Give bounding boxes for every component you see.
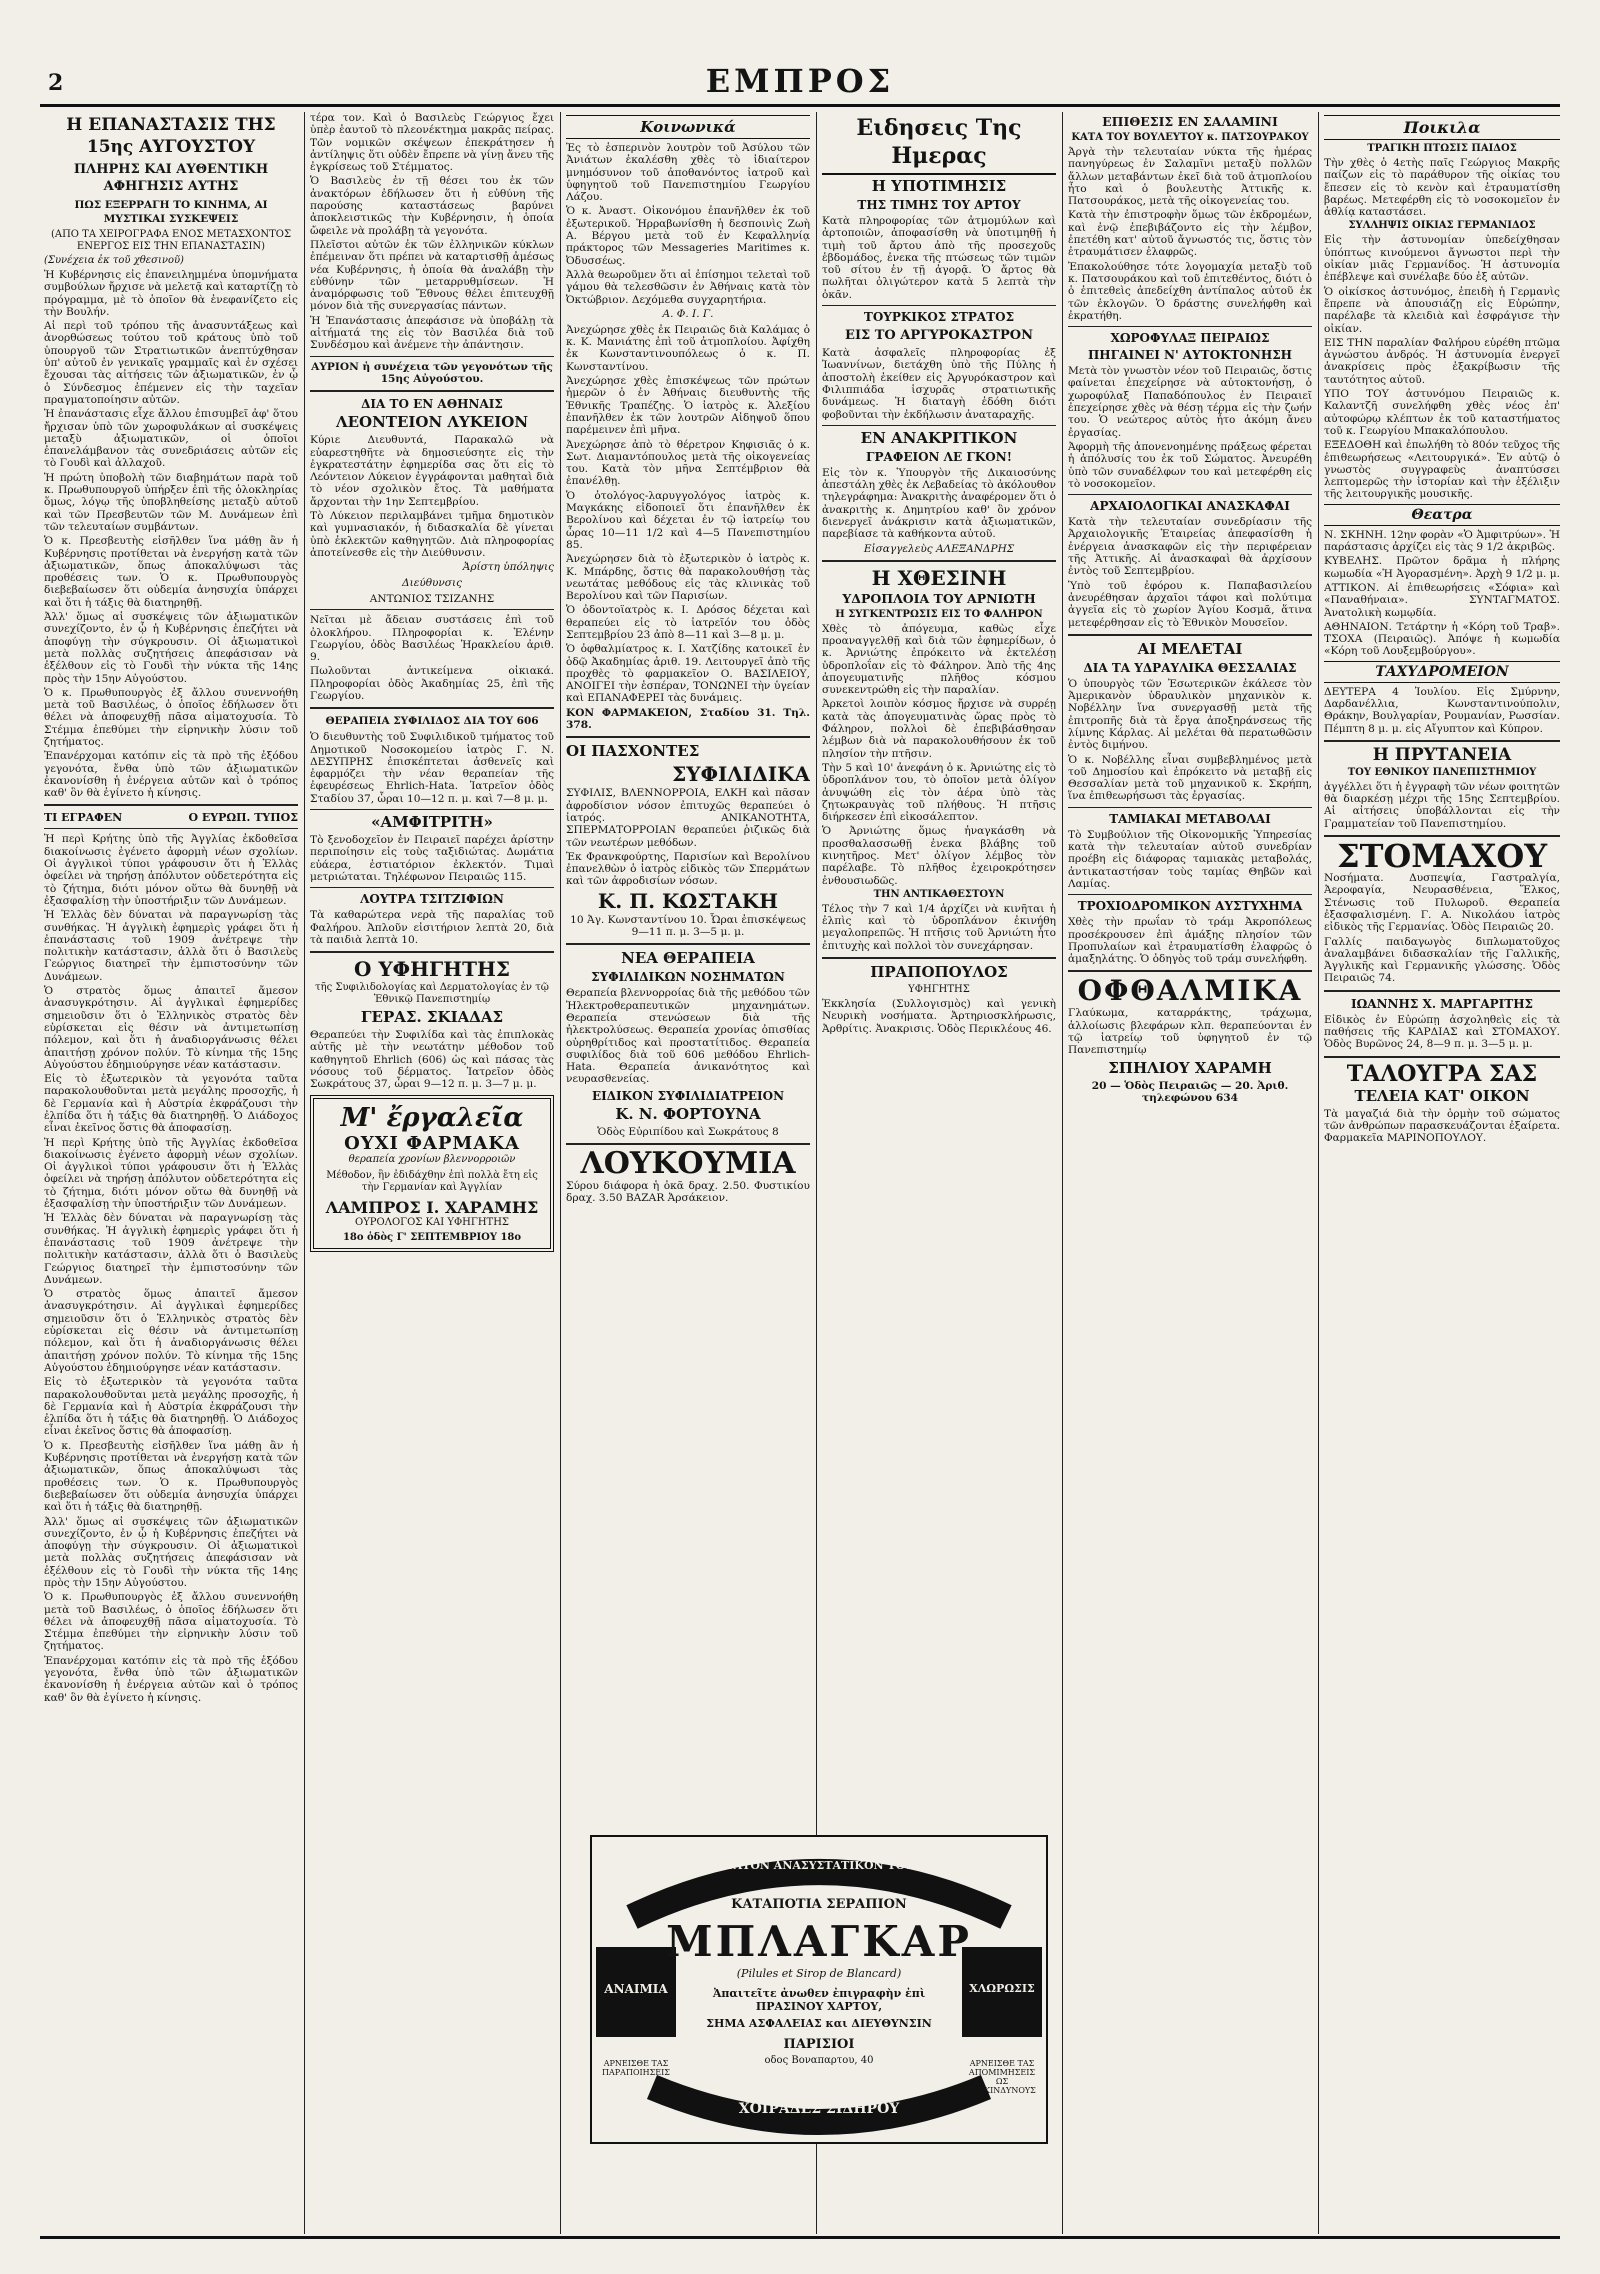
news-paragraph: Ἀργὰ τὴν τελευταίαν νύκτα τῆς ἡμέρας πανηγύρεως ἐν Σαλαμῖνι μεταξὺ πολλῶν ἄλλων μεταβάντων ἐκεῖ διὰ τοῦ ἀτμοπλοίου ἦτο καὶ ὁ βουλευτὴς Ἀττικῆς κ. Πατσουράκος, μετὰ τῆς οἰκογενείας του. [1068,146,1312,208]
ad-note: ΑΡΝΕΙΣΘΕ ΤΑΣ ΠΑΡΑΠΟΙΗΣΕΙΣ [602,2059,670,2077]
article-paragraph: Ἡ περὶ Κρήτης ὑπὸ τῆς Ἀγγλίας ἐκδοθεῖσα διακοίνωσις ἐγένετο ἀφορμὴ νέων σχολίων. Οἱ ἀγγλικοὶ τύποι γράφουσιν ὅτι ἡ Ἑλλὰς ὀφείλει νὰ τηρήσῃ ἀπόλυτον οὐδετερότητα εἰς τὸ ζήτημα, διότι μόνον οὕτω θὰ δυνηθῇ νὰ ἐξασφαλίσῃ τὴν ὑποστήριξιν τῶν Δυνάμεων. [44,1136,298,1211]
advertisement-box [310,1095,554,1252]
news-paragraph: Τὴν 5 καὶ 10' ἀνεφάνη ὁ κ. Ἀρνιώτης εἰς τὸ ὑδροπλάνον του, τὸ ὁποῖον μετὰ ὀλίγον ἀνυψώθη εἰς τὸν ἀέρα ὑπὸ τὰς ζητωκραυγὰς τοῦ πλήθους. Ἡ πτῆσις διήρκεσεν ἐπὶ εἰκοσάλεπτον. [822,761,1056,824]
article-paragraph: Ἐπανέρχομαι κατόπιν εἰς τὰ πρὸ τῆς ἐξόδου γεγονότα, ἔνθα ὑπὸ τῶν ἀξιωματικῶν ἐκανονίσθη ἡ ἐνέργεια αὐτῶν καὶ ὁ τρόπος καθ' ὃν θὰ ἐγίνετο ἡ κίνησις. [44,750,298,800]
classified-ad: Θεραπεία βλεννορροίας διὰ τῆς μεθόδου τῶν Ἠλεκτροθεραπευτικῶν μηχανημάτων. Θεραπεία στενώσεων διὰ τῆς ἠλεκτρολύσεως. Θεραπεία χρονίας ὀπισθίας οὐρηθρίτιδος καὶ προστατίτιδος. Θεραπεία συφιλίδος διὰ τοῦ 606 μεθόδου Ehrlich-Hata. Θεραπεία ἀνικανότητος καὶ νευρασθενείας. [566,987,810,1086]
column-5 [1068,112,1312,2234]
headline: ΝΕΑ ΘΕΡΑΠΕΙΑ [621,949,755,968]
classified-ad: Τὰ μαγαζιά διὰ τὴν ὁρμὴν τοῦ σώματος τῶν ἀνθρώπων παρασκευάζονται ἐξαίρετα. Φαρμακεῖα ΜΑΡΙΝΟΠΟΥΛΟΥ. [1324,1107,1560,1145]
article-paragraph: Πλεῖστοι αὐτῶν ἐκ τῶν ἐλληνικῶν κύκλων ἐπέμειναν ὅτι πρέπει νὰ καταρτισθῇ ἀμέσως νέα Κυβέρνησις, ἡ ὁποία θὰ ἀναλάβῃ τὴν εὐθύνην τῶν μεταρρυθμίσεων. Ἡ ἀναμόρφωσις τοῦ Ἔθνους θέλει ἐπιτευχθῇ μόνον διὰ τῆς συνεργασίας πάντων. [310,238,554,313]
news-paragraph: Ν. ΣΚΗΝΗ. 12ην φορὰν «Ὁ Ἀμφιτρύων». Ἡ παράστασις ἀρχίζει εἰς τὰς 9 1/2 ἀκριβῶς. [1324,528,1560,554]
divider [566,736,810,738]
news-paragraph: ΔΕΥΤΕΡΑ 4 Ἰουλίου. Εἰς Σμύρνην, Δαρδανέλλια, Κωνσταντινούπολιν, Θράκην, Βουλγαρίαν, Ρουμανίαν, Ρωσσίαν. Πέμπτη 8 μ. μ. εἰς Αἴγυπτον καὶ Κύπρον. [1324,685,1560,735]
column-divider [560,112,561,2234]
headline: Η ΕΠΑΝΑΣΤΑΣΙΣ ΤΗΣ 15ης ΑΥΓΟΥΣΤΟΥ [66,115,276,157]
headline: ΓΡΑΦΕΙΟΝ ΛΕ ΓΚΟΝ! [866,449,1012,464]
ad-text: Ἀπαιτεῖτε ἀνωθεν ἐπιγραφὴν ἐπὶ ΠΡΑΣΙΝΟΥ ΧΑΡΤΟΥ, [712,1987,926,2013]
news-paragraph: Κατὰ τὴν ἐπιστροφὴν ὅμως τῶν ἐκδρομέων, καὶ ἐνῷ ἐπεβιβάζοντο εἰς τὴν λέμβον, ἐπετέθη κατ' αὐτοῦ ἄγνωστός τις, ὅστις τὸν ἐτραυμάτισεν ἐλαφρῶς. [1068,209,1312,259]
blancard-advertisement [590,1835,1048,2144]
article-paragraph: Ὁ στρατὸς ὅμως ἀπαιτεῖ ἄμεσον ἀνασυγκρότησιν. Αἱ ἀγγλικαὶ ἐφημερίδες σημειοῦσιν ὅτι ὁ Ἑλληνικὸς στρατὸς δὲν εὑρίσκεται εἰς θέσιν νὰ ἀντιμετωπίσῃ πόλεμον, καὶ ὅτι ἡ ἀναδιοργάνωσις θέλει ἀπαιτήσῃ χρόνον πολύν. Τὸ κίνημα τῆς 15ης Αὐγούστου ἐδημιούργησε νέαν κατάστασιν. [44,985,298,1071]
column-divider [1062,112,1063,2234]
ad-text: (Pilules et Sirop de Blancard) [736,1967,902,1980]
article-paragraph: τέρα τον. Καὶ ὁ Βασιλεὺς Γεώργιος ἔχει ὑπὲρ ἑαυτοῦ τὸ πλεονέκτημα μακρᾶς πείρας. Τῶν νομικῶν σκέψεων ἐπεκράτησεν ἡ ἀντίληψις ὅτι οὐδὲν ἔπρεπε νὰ γίνῃ ἄνευ τῆς ἐγκρίσεως τοῦ Στέμματος. [310,112,554,174]
headline: ΣΥΦΙΛΙΔΙΚΑ [672,762,810,787]
news-paragraph: Ἀνεχώρησε χθὲς ἐκ Πειραιῶς διὰ Καλάμας ὁ κ. Κ. Μανιάτης ἐπὶ τοῦ ἀτμοπλοίου. Ἀφίχθη ἐκ Κωνσταντινουπόλεως ὁ κ. Π. Κωνσταντίνου. [566,323,810,373]
divider [822,425,1056,426]
news-paragraph: Ὁ οἰκίσκος ἀστυνόμος, ἐπειδὴ ἡ Γερμανὶς ἔπρεπε νὰ ἀπουσιάζῃ εἰς Εὐρώπην, παρέλαβε τὰ κλειδιὰ καὶ ἐσφράγισε τὴν οἰκίαν. [1324,285,1560,335]
divider [310,390,554,392]
article-paragraph: Ἡ Ἐπανάστασις ἀπεφάσισε νὰ ὑποβάλῃ τὰ αἰτήματά της εἰς τὸν Βασιλέα διὰ τοῦ Συνδέσμου καὶ ἀνέμενε τὴν ἀπάντησιν. [310,314,554,352]
news-paragraph: Τέλος τὴν 7 καὶ 1/4 ἀρχίζει νὰ κινῆται ἡ ἐλπὶς καὶ τὸ ὑδροπλάνον ἐκινήθη μεγαλοπρεπῶς. Ἡ πτῆσις τοῦ Ἀρνιώτη ἦτο ἐπιτυχὴς καὶ πολλοὶ τὸν συνεχάρησαν. [822,902,1056,952]
headline: ΣΠΗΛΙΟΥ ΧΑΡΑΜΗ [1108,1058,1272,1077]
news-paragraph: Ἀλλὰ θεωροῦμεν ὅτι αἱ ἐπίσημοι τελεταὶ τοῦ γάμου θὰ τελεσθῶσιν ἐν Ἀθήναις κατὰ τὸν Ὀκτώβριον. Δεχόμεθα συγχαρητήρια. [566,268,810,306]
ad-title: Μ' ἔργαλεῖα [340,1102,524,1133]
headline: Ο ΥΦΗΓΗΤΗΣ [354,957,510,982]
subheadline: τῆς Συφιλιδολογίας καὶ Δερματολογίας ἐν τῷ Ἐθνικῷ Πανεπιστημίῳ [315,982,549,1006]
divider [1068,494,1312,495]
divider [1068,634,1312,636]
article-paragraph: Ἡ πρώτη ὑποβολὴ τῶν διαβημάτων παρὰ τοῦ κ. Πρωθυπουργοῦ ὑπήρξεν ἐπὶ τῆς ὁλοκληρίας ὅμως, λόγῳ τῆς ὑποβληθείσης μεταξὺ αὐτοῦ καὶ τῶν Πρεσβευτῶν τῶν Μ. Δυνάμεων ἐπὶ τῶν τελευταίων συμβάντων. [44,471,298,533]
signature: Εἰσαγγελεὺς ΑΛΕΞΑΝΔΡΗΣ [863,542,1015,555]
headline: Κ. Π. ΚΩΣΤΑΚΗ [597,888,779,913]
news-paragraph: ΚΟΝ ΦΑΡΜΑΚΕΙΟΝ, Σταδίου 31. Τηλ. 378. [566,706,810,732]
headline: ΔΙΑ ΤΟ ΕΝ ΑΘΗΝΑΙΣ [361,397,503,412]
article-paragraph: Ὁ κ. Πρεσβευτὴς εἰσῆλθεν ἵνα μάθῃ ἂν ἡ Κυβέρνησις προτίθεται νὰ ἐνεργήσῃ κατὰ τῶν ἀξιωματικῶν, ὅπως ἀποκαλύψωσι τὰς προθέσεις των. Ὁ κ. Πρωθυπουργὸς διεβεβαίωσεν ὅτι οὐδεμία ἀνησυχία ὑπάρχει καὶ ὅτι ἡ τάξις θὰ διατηρηθῇ. [44,535,298,609]
news-paragraph: Ὁ Ἀρνιώτης ὅμως ἠναγκάσθη νὰ προσθαλασσωθῇ ἐνεκα βλάβης τοῦ κινητῆρος. Μετ' ὀλίγον λέμβος τὸν παρέλαβε. Τὸ πλῆθος ἐχειροκρότησεν ἐνθουσιωδῶς. [822,825,1056,887]
section-label: ΤΙ ΕΓΡΑΦΕΝ [44,811,123,825]
headline: ΕΙΔΙΚΟΝ ΣΥΦΙΛΙΔΙΑΤΡΕΙΟΝ [591,1088,785,1103]
divider [44,804,298,806]
ad-bottom-text: ΧΟΙΡΑΔΕΣ ΣΙΔΗΡΟΥ [738,2101,900,2117]
headline: Κ. Ν. ΦΟΡΤΟΥΝΑ [615,1104,761,1123]
headline: ΠΛΗΡΗΣ ΚΑΙ ΑΥΘΕΝΤΙΚΗ ΑΦΗΓΗΣΙΣ ΑΥΤΗΣ [73,162,269,194]
ad-text: Μέθοδον, ἣν ἐδιδάχθην ἐπὶ πολλὰ ἔτη εἰς τὴν Γερμανίαν καὶ Ἀγγλίαν [326,1169,538,1193]
column-1 [44,112,298,2234]
news-paragraph: Κατὰ ἀσφαλεῖς πληροφορίας ἐξ Ἰωαννίνων, διετάχθη ὑπὸ τῆς Πύλης ἡ ἀποστολὴ ἐκείθεν εἰς Ἀργυρόκαστρον καὶ Φιλιππιάδα ἱσχυρᾶς στρατιωτικῆς δυνάμεως. Ἡ διαταγὴ ἐδόθη διότι φοβοῦνται τὴν ἐκδήλωσιν ἀναταραχῆς. [822,347,1056,421]
article-paragraph: Ἡ Ἑλλὰς δὲν δύναται νὰ παραγνωρίσῃ τὰς συνθήκας. Ἡ ἀγγλικὴ ἐφημερὶς γράφει ὅτι ἡ ἐπανάστασις τοῦ 1909 ἀνέτρεψε τὴν πολιτικὴν κατάστασιν, ἀλλὰ ὅτι ὁ Βασιλεὺς Γεώργιος διατηρεῖ τὴν ἐμπιστοσύνην τῶν Δυνάμεων. [44,909,298,983]
column-2 [310,112,554,2234]
subheadline: ΣΥΛΛΗΨΙΣ ΟΙΚΙΑΣ ΓΕΡΜΑΝΙΔΟΣ [1348,220,1536,232]
divider [1324,990,1560,992]
headline: ΘΕΡΑΠΕΙΑ ΣΥΦΙΛΙΔΟΣ ΔΙΑ ΤΟΥ 606 [325,715,539,728]
article-paragraph: Ἡ Ἑλλὰς δὲν δύναται νὰ παραγνωρίσῃ τὰς συνθήκας. Ἡ ἀγγλικὴ ἐφημερὶς γράφει ὅτι ἡ ἐπανάστασις τοῦ 1909 ἀνέτρεψε τὴν πολιτικὴν κατάστασιν, ἀλλὰ ὅτι ὁ Βασιλεὺς Γεώργιος διατηρεῖ τὴν ἐμπιστοσύνην τῶν Δυνάμεων. [44,1212,298,1286]
classified-ad: 10 Ἀγ. Κωνσταντίνου 10. Ὧραι ἐπισκέψεως 9—11 π. μ. 3—5 μ. μ. [570,913,806,939]
ad-text: ΣΗΜΑ ΑΣΦΑΛΕΙΑΣ και ΔΙΕΥΘΥΝΣΙΝ [706,2017,932,2030]
ad-text: ΚΑΤΑΠΟΤΙΑ ΣΕΡΑΠΙΟΝ [731,1897,907,1912]
classified-ad: Ἐκ Φρανκφούρτης, Παρισίων καὶ Βερολίνου ἐπανελθὼν ὁ ἰατρὸς εἰδικὸς τῶν Σπερμάτων καὶ τῶν ἀφροδισίων νόσων. [566,850,810,888]
classified-ad: Πωλοῦνται ἀντικείμενα οἰκιακά. Πληροφορίαι ὁδὸς Ἀκαδημίας 25, ἐπὶ τῆς Γεωργίου. [310,665,554,702]
headline: ΙΩΑΝΝΗΣ Χ. ΜΑΡΓΑΡΙΤΗΣ [1350,996,1534,1011]
subheadline: ΥΦΗΓΗΤΗΣ [908,984,970,996]
notice: ΑΥΡΙΟΝ ἡ συνέχεια τῶν γεγονότων τῆς 15ης Αὐγούστου. [311,360,553,385]
news-paragraph: Ὁ ὑπουργὸς τῶν Ἐσωτερικῶν ἐκάλεσε τὸν Ἀμερικανὸν ὑδραυλικὸν μηχανικὸν κ. Νοβέλλην ἵνα συνεργασθῇ μετὰ τῆς ἐπιτροπῆς διὰ τὰ ἔργα ἀποξηράνσεως τῆς λίμνης Κάρλας. Αἱ μελέται θὰ περατωθῶσιν ἐντὸς διμήνου. [1068,677,1312,752]
bottom-rule [40,2236,1560,2239]
headline: ΤΕΛΕΙΑ ΚΑΤ' ΟΙΚΟΝ [1354,1086,1530,1105]
signature: Ἀρίστη ὑπόληψις [462,561,554,574]
classified-ad: Τὸ ξενοδοχεῖον ἐν Πειραιεῖ παρέχει ἀρίστην περιποίησιν εἰς τοὺς ταξιδιώτας. Δωμάτια εὐάερα, ἐστιατόριον ἐκλεκτόν. Τιμαὶ μετριώταται. Τηλέφωνον Πειραιῶς 115. [310,834,554,883]
section-title: ΤΑΧΥΔΡΟΜΕΙΟΝ [1324,661,1560,683]
news-paragraph: Ὁ ὀφθαλμίατρος κ. Ι. Χατζίδης κατοικεῖ ἐν ὁδῷ Ἀκαδημίας ἀριθ. 19. Λειτουργεῖ ἀπὸ τῆς προχθὲς τὸ φαρμακεῖον Ο. ΒΑΣΙΛΕΙΟΥ, ΑΝΟΙΓΕΙ τὴν ἑσπέραν, ΤΟΝΩΝΕΙ τὴν ὑγείαν καὶ ΕΠΑΝΑΦΕΡΕΙ τὰς δυνάμεις. [566,643,810,705]
column-divider [304,112,305,2234]
article-paragraph: Εἰς τὸ ἐξωτερικὸν τὰ γεγονότα ταῦτα παρακολουθοῦνται μετὰ μεγάλης προσοχῆς, ἡ δὲ Γερμανία καὶ ἡ Αὐστρία ἐκφράζουσι τὴν ἐλπίδα ὅτι ἡ τάξις θὰ διατηρηθῇ. Ὁ Διάδοχος εἶναι ἐκεῖνος ὅστις θὰ ἀποφασίσῃ. [44,1376,298,1438]
headline: Η ΠΡΥΤΑΝΕΙΑ [1372,744,1512,765]
classified-ad: Ὁδὸς Εὐριπίδου καὶ Σωκράτους 8 [597,1125,779,1138]
section-header [44,811,298,824]
subheadline: ΚΑΤΑ ΤΟΥ ΒΟΥΛΕΥΤΟΥ κ. ΠΑΤΣΟΥΡΑΚΟΥ [1071,132,1309,143]
headline: ΛΟΥΤΡΑ ΤΣΙΤΖΙΦΙΩΝ [360,892,504,907]
news-paragraph: Τὸ Συμβούλιον τῆς Οἰκονομικῆς Ὑπηρεσίας κατὰ τὴν τελευταίαν αὐτοῦ συνεδρίαν προέβη εἰς διάφορας ταμιακὰς μεταβολάς, ἀντικαταστήσαν τοὺς ταμίας Θηβῶν καὶ Λαμίας. [1068,828,1312,890]
headline: ΤΡΟΧΙΟΔΡΟΜΙΚΟΝ ΑΥΣΤΥΧΗΜΑ [1077,899,1303,914]
headline: ΕΝ ΑΝΑΚΡΙΤΙΚΟΝ [860,428,1018,447]
headline: ΠΩΣ ΕΞΕΡΡΑΓΗ ΤΟ ΚΙΝΗΜΑ, ΑΙ ΜΥΣΤΙΚΑΙ ΣΥΣΚΕΨΕΙΣ [74,199,268,225]
headline: ΣΤΟΜΑΧΟΥ [1336,837,1548,876]
ad-note: ΑΡΝΕΙΣΘΕ ΤΑΣ ΑΠΟΜΙΜΗΣΕΙΣ ΩΣ ΕΠΙΚΙΝΔΥΝΟΥΣ [968,2059,1036,2095]
divider [1068,326,1312,327]
section-label: Ο ΕΥΡΩΠ. ΤΥΠΟΣ [188,811,298,825]
subheadline: ΤΡΑΓΙΚΗ ΠΤΩΣΙΣ ΠΑΙΔΟΣ [1367,143,1517,154]
news-paragraph: Ὁ ὀτολόγος-λαρυγγολόγος ἰατρὸς κ. Μαγκάκης εἰδοποιεῖ ὅτι ἐπανῆλθεν ἐκ Βερολίνου καὶ δέχεται ἐν τῷ ἰατρείῳ του ὧρας 10—11 1/2 καὶ 4—5 Πανεπιστημίου 85. [566,489,810,551]
news-paragraph: ΑΘΗΝΑΙΟΝ. Τετάρτην ἡ «Κόρη τοῦ Τραβ». ΤΣΟΧΑ (Πειραιῶς). Ἀπόψε ἡ κωμωδία «Κόρη τοῦ Λουξεμβούργου». [1324,620,1560,658]
headline: ΧΩΡΟΦΥΛΑΞ ΠΕΙΡΑΙΩΣ [1110,331,1270,346]
page-number: 2 [48,70,64,96]
headline: Η ΧΘΕΣΙΝΗ [871,565,1007,590]
news-paragraph: Εἰς τὸν κ. Ὑπουργὸν τῆς Δικαιοσύνης ἀπεστάλη χθὲς ἐκ Λεβαδείας τὸ ἀκόλουθον τηλεγράφημα: Ἀνακριτὴς ἀναφέρομεν ὅτι ὁ ἀνακριτὴς κ. Δημητρίου καθ' ὃν χρόνον διενεργεῖ ἀνάκρισιν κατὰ ἀξιωματικῶν, παρεβίασε τὰ καθήκοντα αὐτοῦ. [822,466,1056,541]
subheadline: ΤΟΥ ΕΘΝΙΚΟΥ ΠΑΝΕΠΙΣΤΗΜΙΟΥ [1347,766,1537,778]
newspaper-name: ΕΜΠΡΟΣ [705,62,895,100]
article-paragraph: Ἡ Κυβέρνησις εἰς ἐπανειλημμένα ὑπομνήματα συμβούλων ἤρχισε νὰ μελετᾷ καὶ καταρτίζῃ τὸ πρόγραμμα, μὲ τὸ ὁποῖον θὰ ἐνεφανίζετο εἰς τὴν Βουλήν. [44,269,298,318]
headline: ΤΟΥΡΚΙΚΟΣ ΣΤΡΑΤΟΣ [863,310,1015,325]
column-6 [1324,112,1560,2234]
ad-text: θεραπεία χρονίων βλεννορροιῶν [348,1153,516,1165]
divider [44,828,298,829]
classified-ad: Γλαύκωμα, καταρράκτης, τράχωμα, ἀλλοίωσις βλεφάρων κλπ. θεραπεύονται ἐν τῷ ἰατρείῳ τοῦ ὑφηγητοῦ ἐν τῷ Πανεπιστημίῳ [1068,1007,1312,1057]
news-paragraph: Ἐπακολούθησε τότε λογομαχία μεταξὺ τοῦ κ. Πατσουράκου καὶ τοῦ ἐπιτεθέντος, διότι ὁ ὁ ἐπιτεθεὶς ἀπεδείχθη ἀντίπαλος αὐτοῦ ἐκ τῶν ἐκλογῶν. Ὁ δράστης συνελήφθη καὶ ἐκρατήθη. [1068,260,1312,322]
classified-ad: Ἐκκλησία (Συλλογισμὸς) καὶ γενικὴ Νευρικὴ νοσήματα. Ἀρτηριοσκλήρωσις, Ἀρθρίτις. Ἀνακρισις. Ὁδὸς Περικλέους 46. [822,998,1056,1035]
masthead [40,58,1560,98]
article-paragraph: Τὸ Λύκειον περιλαμβάνει τμῆμα δημοτικὸν καὶ γυμνασιακόν, ἡ διδασκαλία δὲ γίνεται ὑπὸ ἐκλεκτῶν καθηγητῶν. Διὰ πληροφορίας ἀποτείνεσθε εἰς τὴν Διεύθυνσιν. [310,510,554,559]
column-3 [566,112,810,1834]
column-4 [822,112,1056,1834]
news-paragraph: Ὁ ὀδοντοϊατρὸς κ. Ι. Δρόσος δέχεται καὶ θεραπεύει εἰς τὸ ἰατρεῖόν του ὁδὸς Σεπτεμβρίου 23 ἀπὸ 8—11 καὶ 3—8 μ. μ. [566,604,810,641]
signature: Α. Φ. Ι. Γ. [662,307,714,320]
subheadline: Η ΣΥΓΚΕΝΤΡΩΣΙΣ ΕΙΣ ΤΟ ΦΑΛΗΡΟΝ [835,608,1043,620]
news-paragraph: Ὁ κ. Νοβέλλης εἶναι συμβεβλημένος μετὰ τοῦ Δημοσίου καὶ ἐπρόκειτο νὰ μεταβῇ εἰς Θεσσαλίαν μετὰ τοῦ μηχανικοῦ κ. Σκρήπη, ἵνα ἐπιθεωρήσωσι τὰς ἐργασίας. [1068,753,1312,803]
news-paragraph: Ἀνεχώρησεν διὰ τὸ ἐξωτερικὸν ὁ ἰατρὸς κ. Κ. Μπάρδης, ὅστις θὰ παρακολουθήσῃ τὰς νεωτάτας μεθόδους εἰς τὰς κλινικὰς τοῦ Βερολίνου καὶ τῶν Παρισίων. [566,553,810,603]
divider [1324,740,1560,742]
news-paragraph: Κατὰ πληροφορίας τῶν ἀτμομύλων καὶ ἀρτοποιῶν, ἀποφασίσθη νὰ ὑποτιμηθῇ ἡ τιμὴ τοῦ ἄρτου ἀπὸ τῆς προσεχοῦς ἑβδομάδος, ἐνεκα τῆς πτώσεως τῶν τιμῶν τοῦ σίτου ἐν τῇ ἀγορᾷ. Ὁ ἄρτος θὰ πωλῆται ὀλιγώτερον κατὰ 5 λεπτὰ τὴν ὀκᾶν. [822,215,1056,301]
divider [310,809,554,810]
divider [310,356,554,357]
news-paragraph: Μετὰ τὸν γνωστὸν νέον τοῦ Πειραιῶς, ὅστις φαίνεται ἐπεχείρησε νὰ αὐτοκτονήσῃ, ὁ χωροφύλαξ Παπαδόπουλος ἐν Πειραιεῖ ἐπεχείρησε χθὲς νὰ θέσῃ τέρμα εἰς τὴν ζωήν του. Ὁ νεώτερος αὐτὸς ἦτο ἀκόμη ἄνευ ἐργασίας. [1068,365,1312,439]
headline: ΕΠΙΘΕΣΙΣ ΕΝ ΣΑΛΑΜΙΝΙ [1102,114,1278,129]
classified-ad: ΣΥΦΙΛΙΣ, ΒΛΕΝΝΟΡΡΟΙΑ, ΕΛΚΗ καὶ πᾶσαν ἀφροδίσιον νόσον ἐπιτυχῶς θεραπεύει ὁ ἰατρός. ΑΝΙΚΑΝΟΤΗΤΑ, ΣΠΕΡΜΑΤΟΡΡΟΙΑΝ θεραπεύει ῥιζικῶς διὰ τῶν νεωτέρων μεθόδων. [566,787,810,849]
article-paragraph: Ὁ στρατὸς ὅμως ἀπαιτεῖ ἄμεσον ἀνασυγκρότησιν. Αἱ ἀγγλικαὶ ἐφημερίδες σημειοῦσιν ὅτι ὁ Ἑλληνικὸς στρατὸς δὲν εὑρίσκεται εἰς θέσιν νὰ ἀντιμετωπίσῃ πόλεμον, καὶ ὅτι ἡ ἀναδιοργάνωσις θέλει ἀπαιτήσῃ χρόνον πολύν. Τὸ κίνημα τῆς 15ης Αὐγούστου ἐδημιούργησε νέαν κατάστασιν. [44,1288,298,1374]
headline: ΠΗΓΑΙΝΕΙ Ν' ΑΥΤΟΚΤΟΝΗΣΗ [1087,348,1293,363]
divider [822,560,1056,562]
headline: ΥΔΡΟΠΛΟΙΑ ΤΟΥ ΑΡΝΙΩΤΗ [842,590,1036,606]
classified-ad: Γαλλίς παιδαγωγὸς διπλωματοῦχος ἀναλαμβάνει διδασκαλίαν τῆς Γαλλικῆς, Ἀγγλικῆς καὶ Γερμανικῆς γλώσσης. Ὁδὸς Πειραιῶς 74. [1324,935,1560,985]
ad-address: 18ο ὁδὸς Γ' ΣΕΠΤΕΜΒΡΙΟΥ 18ο [342,1231,522,1243]
article-paragraph: Ἡ ἐπανάστασις εἶχε ἄλλου ἐπισυμβεῖ ἀφ' ὅτου ἤρχισαν ὑπὸ τῶν χωροφυλάκων αἱ συσκέψεις μεταξὺ ἀξιωματικῶν, οἱ ὁποῖοι ἐπανελάμβανον τὰς συνεδριάσεις αὐτῶν εἰς τὸ Γουδὶ καὶ ἀλλαχοῦ. [44,408,298,470]
article-paragraph: Ὁ Βασιλεὺς ἐν τῇ θέσει του ἐκ τῶν ἀνακτόρων ἐδήλωσεν ὅτι ἡ εὐθύνη τῆς παρούσης καταστάσεως βαρύνει ἀποκλειστικῶς τὴν Κυβέρνησιν, ἡ ὁποία ὤφειλε νὰ προλάβῃ τὰ γεγονότα. [310,175,554,237]
headline: ΛΟΥΚΟΥΜΙΑ [580,1146,796,1181]
article-paragraph: Ὁ κ. Πρεσβευτὴς εἰσῆλθεν ἵνα μάθῃ ἂν ἡ Κυβέρνησις προτίθεται νὰ ἐνεργήσῃ κατὰ τῶν ἀξιωματικῶν, ὅπως ἀποκαλύψωσι τὰς προθέσεις των. Ὁ κ. Πρωθυπουργὸς διεβεβαίωσεν ὅτι οὐδεμία ἀνησυχία ὑπάρχει καὶ ὅτι ἡ τάξις θὰ διατηρηθῇ. [44,1439,298,1514]
article-paragraph: Αἱ περὶ τοῦ τρόπου τῆς ἀνασυντάξεως καὶ ἀνορθώσεως τούτου τοῦ κράτους ὑπὸ τοῦ ὑπουργοῦ τῶν Στρατιωτικῶν ἀνεπτύχθησαν ὑπ' αὐτοῦ ἐν γενικαῖς γραμμαῖς καὶ ἐν σχέσει ἔχουσαι τὰς αἰτήσεις τῶν ἀξιωματικῶν, ἐν ᾧ ὁ Σύνδεσμος ἐπέμενεν εἰς τὴν ταχεῖαν πραγματοποίησιν αὐτῶν. [44,320,298,406]
section-title: Κοινωνικά [566,115,810,139]
divider [566,943,810,945]
subheadline: ΤΗΝ ΑΝΤΙΚΑΘΕΣΤΟΥΝ [873,888,1005,900]
news-paragraph: ΕΞΕΔΟΘΗ καὶ ἐπωλήθη τὸ 80όν τεῦχος τῆς ἐπιθεωρήσεως «Λειτουργικά». Ἐν αὐτῷ ὁ γνωστὸς συγγραφεὺς ἀναπτύσσει λεπτομερῶς τὴν ἱστορίαν καὶ τὴν ἐξέλιξιν τῆς λειτουργικῆς μουσικῆς. [1324,439,1560,501]
section-banner: Ειδησεις Της Ημερας [822,114,1056,175]
news-paragraph: Ἀνεχώρησε χθὲς ἐπισκέψεως τῶν πρώτων ἡμερῶν ὁ ἐν Ἀθήναις διευθυντὴς τῆς Ἑθνικῆς Τραπέζης. Ὁ ἰατρὸς κ. Ἀλεξίου ἐπανῆλθεν ἐκ τῶν λουτρῶν Αἰδηψοῦ ὅπου παρέμεινεν ἐπὶ μῆνα. [566,375,810,437]
divider [310,707,554,709]
news-paragraph: ΥΠΟ ΤΟΥ ἀστυνόμου Πειραιῶς κ. Καλαντζῆ συνελήφθη χθὲς νέος ἐπ' αὐτοφώρῳ κλέπτων ἐκ τοῦ καταστήματος τοῦ κ. Γεωργίου Μπακαλόπουλου. [1324,388,1560,437]
news-paragraph: Ἀρκετοὶ λοιπὸν κόσμος ἤρχισε νὰ συρρέῃ κατὰ τὰς ἀπογευματινὰς ὥρας πρὸς τὸ Φάληρον, πολλοὶ δὲ ἐπεβιβάσθησαν λέμβων διὰ νὰ παρακολουθήσουν ἐκ τοῦ πλησίον τὴν πτῆσιν. [822,698,1056,760]
article-paragraph: Ὁ κ. Πρωθυπουργὸς ἐξ ἄλλου συνεννοήθη μετὰ τοῦ Βασιλέως, ὁ ὁποῖος ἐδήλωσεν ὅτι θέλει νὰ ἀποφευχθῇ πᾶσα αἱματοχυσία. Τὸ Στέμμα ἐπεθύμει τὴν εἰρηνικὴν λύσιν τοῦ ζητήματος. [44,1591,298,1653]
headline: ΓΕΡΑΣ. ΣΚΙΑΔΑΣ [360,1008,504,1027]
ad-side-label: ΧΛΩΡΩΣΙΣ [969,1982,1035,1995]
headline: ΕΙΣ ΤΟ ΑΡΓΥΡΟΚΑΣΤΡΟΝ [845,328,1033,344]
column-divider [1318,112,1319,2234]
news-paragraph: Χθὲς τὸ ἀπόγευμα, καθὼς εἶχε προαναγγελθῇ καὶ διὰ τῶν ἐφημερίδων, ὁ κ. Ἀρνιώτης ἐπρόκειτο νὰ ἐκτελέσῃ ὑδροπλοΐαν εἰς τὸ Φάληρον. Ἀπὸ τῆς 4ης ἀπογευματινῆς πλῆθος κόσμου συνεκεντρώθη εἰς τὴν παραλίαν. [822,622,1056,697]
classified-ad: Νεῖται μὲ ἄδειαν συστάσεις ἐπὶ τοῦ ὀλοκλήρου. Πληροφορίαι κ. Ἑλένην Γεωργίου, ὁδὸς Βασιλέως Ἡρακλείου ἀριθ. 9. [310,614,554,664]
divider [310,887,554,888]
divider [1068,807,1312,808]
classified-ad: Σύρου διάφορα ἡ ὀκᾶ δραχ. 2.50. Φυστικίου δραχ. 3.50 BAZAR Ἀρσάκειον. [566,1180,810,1205]
news-paragraph: Ἀνεχώρησε ἀπὸ τὸ θέρετρον Κηφισιᾶς ὁ κ. Σωτ. Διαμαντόπουλος μετὰ τῆς οἰκογενείας του. Κατὰ τὸν μῆνα Σεπτέμβριον θὰ ἐπανέλθῃ. [566,438,810,488]
headline: Η ΥΠΟΤΙΜΗΣΙΣ [871,177,1007,195]
ad-side-label: ΑΝΑΙΜΙΑ [604,1982,668,1996]
article-paragraph: Ἀλλ' ὅμως αἱ συσκέψεις τῶν ἀξιωματικῶν συνεχίζοντο, ἐν ᾧ ἡ Κυβέρνησις ἐπεζήτει νὰ ἀποφύγῃ τὴν σύγκρουσιν. Οἱ ἀξιωματικοὶ μετὰ πολλὰς συζητήσεις ἀπεφάσισαν νὰ ἐξέλθουν εἰς τὸ Γουδὶ τὴν νύκτα τῆς 14ης πρὸς τὴν 15ην Αὐγούστου. [44,1515,298,1589]
section-title: Ποικιλα [1324,115,1560,140]
news-paragraph: ΚΥΒΕΛΗΣ. Πρῶτον δρᾶμα ἡ πλήρης κωμωδία «Ἡ Ἀγορασμένη». Ἀρχὴ 9 1/2 μ. μ. [1324,555,1560,580]
headline: ΔΙΑ ΤΑ ΥΔΡΑΥΛΙΚΑ ΘΕΣΣΑΛΙΑΣ [1083,660,1297,675]
classified-ad: Εἰδικὸς ἐν Εὐρώπῃ ἀσχοληθεὶς εἰς τὰ παθήσεις τῆς ΚΑΡΔΙΑΣ καὶ ΣΤΟΜΑΧΟΥ. Ὁδὸς Βυρῶνος 24, 8—9 π. μ. 3—5 μ. μ. [1324,1013,1560,1051]
masthead-rule [40,104,1560,107]
article-paragraph: Κύριε Διευθυντά, Παρακαλῶ νὰ εὐαρεστηθῆτε νὰ δημοσιεύσητε εἰς τὴν ἐγκρατεστάτην ἐφημερίδα σας ὅτι εἰς τὸ Λεόντειον Λύκειον ἐγγράφονται μαθηταὶ διὰ τὸ νέον σχολικὸν ἔτος. Τὰ μαθήματα ἄρχονται τὴν 1ην Σεπτεμβρίου. [310,434,554,508]
headline: ΤΗΣ ΤΙΜΗΣ ΤΟΥ ΑΡΤΟΥ [857,198,1021,212]
ad-arc-text: ΤΟ ΕΧΥΡΟΤΑΤΟΝ ΑΝΑΣΥΣΤΑΤΙΚΟΝ ΤΟΥ ΑΙΜΑΤΟΣ [661,1859,977,1872]
article-paragraph: Ἐπανέρχομαι κατόπιν εἰς τὰ πρὸ τῆς ἐξόδου γεγονότα, ἔνθα ὑπὸ τῶν ἀξιωματικῶν ἐκανονίσθη ἡ ἐνέργεια αὐτῶν καὶ ὁ τρόπος καθ' ὃν θὰ ἐγίνετο ἡ κίνησις. [44,1654,298,1704]
news-paragraph: Ὁ κ. Ἀναστ. Οἰκονόμου ἐπανῆλθεν ἐκ τοῦ ἐξωτερικοῦ. Ἡρραβωνίσθη ἡ δεσποινὶς Ζωὴ Α. Βέργου μετὰ τοῦ ἐν Κεφαλληνίᾳ πράκτορος τῶν Messageries Maritimes κ. Ὀδυσσέως. [566,205,810,267]
article-paragraph: Ἡ περὶ Κρήτης ὑπὸ τῆς Ἀγγλίας ἐκδοθεῖσα διακοίνωσις ἐγένετο ἀφορμὴ νέων σχολίων. Οἱ ἀγγλικοὶ τύποι γράφουσιν ὅτι ἡ Ἑλλὰς ὀφείλει νὰ τηρήσῃ ἀπόλυτον οὐδετερότητα εἰς τὸ ζήτημα, διότι μόνον οὕτω θὰ δυνηθῇ νὰ ἐξασφαλίσῃ τὴν ὑποστήριξιν τῶν Δυνάμεων. [44,833,298,907]
headline: «ΑΜΦΙΤΡΙΤΗ» [371,813,493,832]
divider [1324,1056,1560,1058]
ad-text: ΠΑΡΙΣΙΟΙ [783,2037,855,2052]
news-paragraph: Ἐς τὸ ἑσπερινὸν λουτρὸν τοῦ Ἀσύλου τῶν Ἀνιάτων ἐκαλέσθη χθὲς τὸ ἰδιαίτερον μνημόσυνον τοῦ ἀποθανόντος ἰατροῦ καὶ ὑφηγητοῦ τοῦ Πανεπιστημίου Γεωργίου Λάζου. [566,142,810,204]
headline: ΤΑΜΙΑΚΑΙ ΜΕΤΑΒΟΛΑΙ [1109,811,1271,826]
headline: ΟΙ ΠΑΣΧΟΝΤΕΣ [566,742,700,761]
divider [822,957,1056,959]
news-paragraph: ΕΙΣ ΤΗΝ παραλίαν Φαλήρου εὑρέθη πτῶμα ἀγνώστου ἀνδρός. Ἡ ἀστυνομία ἐνεργεῖ ἀνακρίσεις πρὸς ἐξακρίβωσιν τῆς ταυτότητος αὐτοῦ. [1324,336,1560,386]
section-title: Θεατρα [1324,504,1560,526]
divider [310,609,554,610]
classified-ad: Νοσήματα. Δυσπεψία, Γαστραλγία, Ἀεροφαγία, Νευρασθένεια, Ἕλκος, Στένωσις τοῦ Πυλωροῦ. Θεραπεία ἐξασφαλισμένη. Γ. Α. Νικολάου ἰατρὸς εἰδικὸς τῆς Γερμανίας. Ὁδὸς Πειραιῶς 20. [1324,872,1560,934]
ad-brand: ΜΠΛΑΓΚΑΡ [666,1917,972,1966]
news-paragraph: Χθὲς τὴν πρωΐαν τὸ τράμ Ἀκροπόλεως προσέκρουσεν ἐπὶ ἁμάξης πλησίον τῶν Προπυλαίων καὶ ἐτραυματίσθη ἐλαφρῶς ὁ ἁμαξηλάτης. Ὁ ὁδηγὸς τοῦ τράμ συνελήφθη. [1068,916,1312,966]
news-paragraph: ΑΤΤΙΚΟΝ. Αἱ ἐπιθεωρήσεις «Σόφια» καὶ «Παναθήναια». ΣΥΝΤΑΓΜΑΤΟΣ. Ἀνατολικὴ κωμῳδία. [1324,581,1560,619]
ad-text: οδος Βοναπαρτου, 40 [764,2055,874,2066]
continued-note: (Συνέχεια ἐκ τοῦ χθεσινοῦ) [44,255,184,266]
headline: ΑΙ ΜΕΛΕΤΑΙ [1137,639,1243,658]
classified-ad: 20 — Ὁδὸς Πειραιῶς — 20. Ἀριθ. τηλεφώνου 634 [1091,1079,1289,1104]
headline: ΠΡΑΠΟΠΟΥΛΟΣ [870,963,1008,982]
classified-ad: Ὁ διευθυντὴς τοῦ Συφιλιδικοῦ τμήματος τοῦ Δημοτικοῦ Νοσοκομείου ἰατρὸς Γ. Ν. ΔΕΣΥΠΡΗΣ ἐπισκέπτεται ἀσθενεῖς καὶ ἐφαρμόζει τὴν νέαν θεραπείαν τῆς ἐφευρέσεως Ehrlich-Hata. Ἰατρεῖον ὁδὸς Σταδίου 37, ὧραι 10—12 π. μ. καὶ 7—8 μ. μ. [310,731,554,805]
classified-ad: Τὰ καθαρώτερα νερὰ τῆς παραλίας τοῦ Φαλήρου. Ἀπλοῦν εἰσιτήριον λεπτὰ 20, διὰ τὰ παιδιὰ λεπτὰ 10. [310,909,554,946]
classified-ad: Θεραπεύει τὴν Συφιλίδα καὶ τὰς ἐπιπλοκὰς αὐτῆς μὲ τὴν νεωτάτην μέθοδον τοῦ καθηγητοῦ Ehrlich (606) ὡς καὶ πάσας τὰς νόσους τοῦ δέρματος. Ἰατρεῖον ὁδὸς Σωκράτους 37, ὧραι 9—12 π. μ. 3—7 μ. μ. [310,1029,554,1091]
news-paragraph: Ἀφορμὴ τῆς ἀπονενοημένης πράξεως φέρεται ἡ ἀπόλυσίς του ἐκ τοῦ Σώματος. Ἀνευρέθη ὑπὸ τῶν συναδέλφων του καὶ μετεφέρθη εἰς τὸ νοσοκομεῖον. [1068,440,1312,490]
headline: ΣΥΦΙΛΙΔΙΚΩΝ ΝΟΣΗΜΑΤΩΝ [591,970,785,985]
article-paragraph: Εἰς τὸ ἐξωτερικὸν τὰ γεγονότα ταῦτα παρακολουθοῦνται μετὰ μεγάλης προσοχῆς, ἡ δὲ Γερμανία καὶ ἡ Αὐστρία ἐκφράζουσι τὴν ἐλπίδα ὅτι ἡ τάξις θὰ διατηρηθῇ. Ὁ Διάδοχος εἶναι ἐκεῖνος ὅστις θὰ ἀποφασίσῃ. [44,1073,298,1135]
news-paragraph: Κατὰ τὴν τελευταίαν συνεδρίασιν τῆς Ἀρχαιολογικῆς Ἑταιρείας ἀπεφασίσθη ἡ ἐνέργεια ἀνασκαφῶν εἰς τὴν περιφέρειαν τῆς Ἀττικῆς. Αἱ ἀνασκαφαὶ θὰ ἀρχίσουν ἐντὸς τοῦ Σεπτεμβρίου. [1068,516,1312,578]
divider [1068,970,1312,972]
divider [1068,894,1312,895]
ad-subtitle: ΟΥΧΙ ΦΑΡΜΑΚΑ [344,1132,520,1154]
news-paragraph: Εἰς τὴν ἀστυνομίαν ὑπεδείχθησαν ὑπόπτως κινούμενοι ἄγνωστοι περὶ τὴν οἰκίαν μιᾶς Γερμανίδος. Ἡ ἀστυνομία ἐπέβλεψε καὶ συνέλαβε δύο ἐξ αὐτῶν. [1324,234,1560,284]
ad-name: ΛΑΜΠΡΟΣ Ι. ΧΑΡΑΜΗΣ [325,1197,539,1217]
news-paragraph: Τὴν χθὲς ὁ 4ετὴς παῖς Γεώργιος Μακρῆς παίζων εἰς τὸ παράθυρον τῆς οἰκίας του ἔπεσεν εἰς τὸ κενὸν καὶ ἐτραυματίσθη βαρέως. Μετεφέρθη εἰς τὸ νοσοκομεῖον ἐν ἀθλίᾳ καταστάσει. [1324,157,1560,219]
divider [566,1143,810,1145]
news-paragraph: ἀγγέλλει ὅτι ἡ ἐγγραφὴ τῶν νέων φοιτητῶν θὰ διαρκέσῃ μέχρι τῆς 15ης Σεπτεμβρίου. Αἱ αἰτήσεις ὑποβάλλονται εἰς τὴν Γραμματείαν τοῦ Πανεπιστημίου. [1324,780,1560,830]
headline: ΟΦΘΑΛΜΙΚΑ [1077,974,1303,1008]
divider [310,951,554,953]
headline: ΛΕΟΝΤΕΙΟΝ ΛΥΚΕΙΟΝ [335,413,529,432]
article-paragraph: Ὁ κ. Πρωθυπουργὸς ἐξ ἄλλου συνεννοήθη μετὰ τοῦ Βασιλέως, ὁ ὁποῖος ἐδήλωσεν ὅτι θέλει νὰ ἀποφευχθῇ πᾶσα αἱματοχυσία. Τὸ Στέμμα ἐπεθύμει τὴν εἰρηνικὴν λύσιν τοῦ ζητήματος. [44,686,298,748]
divider [822,305,1056,306]
article-paragraph: Ἀλλ' ὅμως αἱ συσκέψεις τῶν ἀξιωματικῶν συνεχίζοντο, ἐν ᾧ ἡ Κυβέρνησις ἐπεζήτει νὰ ἀποφύγῃ τὴν σύγκρουσιν. Οἱ ἀξιωματικοὶ μετὰ πολλὰς συζητήσεις ἀπεφάσισαν νὰ ἐξέλθουν εἰς τὸ Γουδὶ τὴν νύκτα τῆς 14ης πρὸς τὴν 15ην Αὐγούστου. [44,611,298,685]
ad-text: ΟΥΡΟΛΟΓΟΣ ΚΑΙ ΥΦΗΓΗΤΗΣ [355,1216,509,1228]
news-paragraph: Ὑπὸ τοῦ ἐφόρου κ. Παπαβασιλείου ἀνευρέθησαν ἀρχαῖοι τάφοι καὶ πολύτιμα ἀγγεῖα εἰς τὸ χωρίον Ἀγίου Κοσμᾶ, ἅτινα μετεφέρθησαν εἰς τὸ Ἐθνικὸν Μουσεῖον. [1068,579,1312,629]
signature: Διεύθυνσις [402,577,462,590]
subheadline: (ΑΠΟ ΤΑ ΧΕΙΡΟΓΡΑΦΑ ΕΝΟΣ ΜΕΤΑΣΧΟΝΤΟΣ ΕΝΕΡΓΟΣ ΕΙΣ ΤΗΝ ΕΠΑΝΑΣΤΑΣΙΝ) [50,229,292,252]
headline: ΑΡΧΑΙΟΛΟΓΙΚΑΙ ΑΝΑΣΚΑΦΑΙ [1090,499,1290,514]
signature: ΑΝΤΩΝΙΟΣ ΤΣΙΖΑΝΗΣ [369,593,495,606]
headline: ΤΑΛΟΥΓΡΑ ΣΑΣ [1346,1060,1538,1087]
